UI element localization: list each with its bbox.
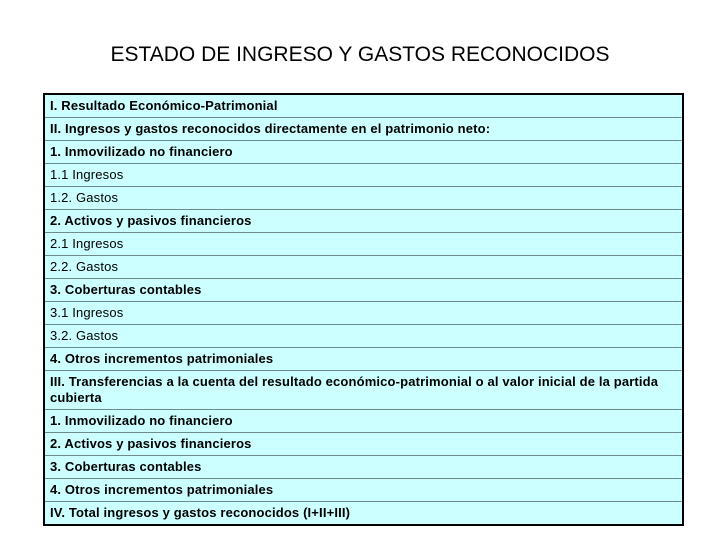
table-row [44, 118, 683, 141]
table-row [44, 302, 683, 325]
table-row [44, 325, 683, 348]
table-row [44, 410, 683, 433]
table-row [44, 456, 683, 479]
page-title: ESTADO DE INGRESO Y GASTOS RECONOCIDOS [110, 43, 610, 66]
row-label: 1. Inmovilizado no financiero [44, 141, 683, 164]
table-row [44, 279, 683, 302]
table-row [44, 433, 683, 456]
table-row [44, 233, 683, 256]
row-label: 4. Otros incrementos patrimoniales [44, 348, 683, 371]
row-label: II. Ingresos y gastos reconocidos directamente en el patrimonio neto: [44, 118, 683, 141]
table-row [44, 502, 683, 526]
row-label: 2.2. Gastos [44, 256, 683, 279]
row-label: 1.2. Gastos [44, 187, 683, 210]
row-label: 2. Activos y pasivos financieros [44, 433, 683, 456]
table-row [44, 164, 683, 187]
statement-table [43, 93, 684, 526]
table-row [44, 187, 683, 210]
table-row [44, 479, 683, 502]
row-label: 3.1 Ingresos [44, 302, 683, 325]
row-label: 1.1 Ingresos [44, 164, 683, 187]
row-label: 2.1 Ingresos [44, 233, 683, 256]
row-label: 3. Coberturas contables [44, 279, 683, 302]
table-row [44, 348, 683, 371]
row-label: IV. Total ingresos y gastos reconocidos (I+II+III) [44, 502, 683, 526]
row-label: 2. Activos y pasivos financieros [44, 210, 683, 233]
table-row [44, 210, 683, 233]
table-row [44, 256, 683, 279]
row-label: 1. Inmovilizado no financiero [44, 410, 683, 433]
row-label: 4. Otros incrementos patrimoniales [44, 479, 683, 502]
row-label: III. Transferencias a la cuenta del resultado económico-patrimonial o al valor inicial de la partida cubierta [44, 371, 683, 410]
row-label: I. Resultado Económico-Patrimonial [44, 94, 683, 118]
row-label: 3. Coberturas contables [44, 456, 683, 479]
row-label: 3.2. Gastos [44, 325, 683, 348]
table-row [44, 371, 683, 410]
table-row [44, 141, 683, 164]
table-row [44, 94, 683, 118]
